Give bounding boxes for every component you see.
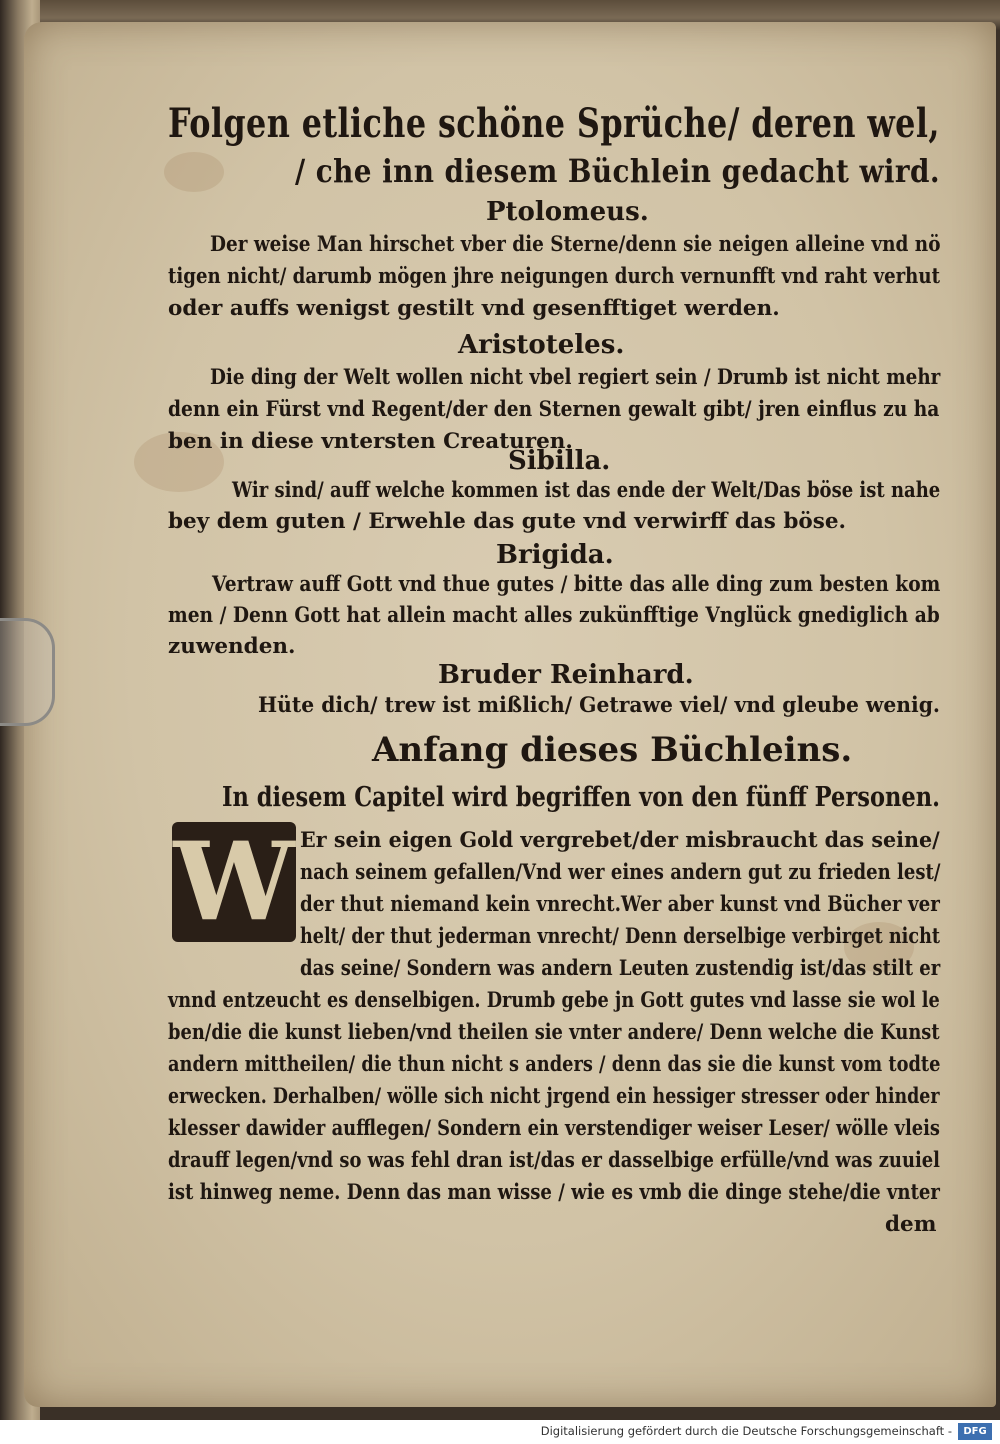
drop-cap-initial: W bbox=[173, 819, 295, 945]
heading-aristoteles: Aristoteles. bbox=[458, 330, 625, 360]
heading-brigida: Brigida. bbox=[496, 540, 614, 570]
page-title-line-1: Folgen etliche schöne Sprüche/ deren wel, bbox=[168, 100, 940, 147]
text-line: ben in diese vntersten Creaturen. bbox=[168, 429, 573, 454]
page-title-line-2: / che inn diesem Büchlein gedacht wird. bbox=[295, 152, 941, 190]
text-line: der thut niemand kein vnrecht.Wer aber kunst vnd Bücher ver bbox=[300, 892, 940, 917]
heading-ptolomeus: Ptolomeus. bbox=[486, 197, 649, 227]
text-line: Wir sind/ auff welche kommen ist das ende der Welt/Das böse ist nahe bbox=[232, 478, 941, 503]
text-line: men / Denn Gott hat allein macht alles zukünfftige Vnglück gnediglich ab bbox=[168, 603, 940, 628]
text-line: erwecken. Derhalben/ wölle sich nicht jrgend ein hessiger stresser oder hinder bbox=[168, 1084, 940, 1109]
text-line: helt/ der thut jederman vnrecht/ Denn derselbige verbirget nicht bbox=[300, 924, 940, 949]
catchword: dem bbox=[885, 1212, 937, 1237]
text-line: Die ding der Welt wollen nicht vbel regiert sein / Drumb ist nicht mehr bbox=[210, 365, 941, 390]
footer-credit: Digitalisierung gefördert durch die Deutsche Forschungsgemeinschaft - bbox=[540, 1424, 952, 1438]
heading-sibilla: Sibilla. bbox=[508, 446, 611, 476]
chapter-heading: In diesem Capitel wird begriffen von den fünff Personen. bbox=[222, 782, 940, 813]
text-line: Der weise Man hirschet vber die Sterne/denn sie neigen alleine vnd nö bbox=[210, 232, 941, 257]
text-line: bey dem guten / Erwehle das gute vnd verwirff das böse. bbox=[168, 509, 847, 534]
section-title: Anfang dieses Büchleins. bbox=[372, 730, 853, 770]
heading-bruder-reinhard: Bruder Reinhard. bbox=[438, 660, 694, 690]
text-line: Vertraw auff Gott vnd thue gutes / bitte das alle ding zum besten kom bbox=[212, 572, 941, 597]
text-line: Hüte dich/ trew ist mißlich/ Getrawe viel/ vnd gleube wenig. bbox=[258, 693, 940, 718]
footer-bar bbox=[0, 1420, 1000, 1444]
text-line: ben/die die kunst lieben/vnd theilen sie vnter andere/ Denn welche die Kunst bbox=[168, 1020, 940, 1045]
text-line: tigen nicht/ darumb mögen jhre neigungen durch vernunfft vnd raht verhut bbox=[168, 264, 940, 289]
text-line: ist hinweg neme. Denn das man wisse / wie es vmb die dinge stehe/die vnter bbox=[168, 1180, 940, 1205]
text-line: klesser dawider aufflegen/ Sondern ein verstendiger weiser Leser/ wölle vleis bbox=[168, 1116, 941, 1141]
text-line: drauff legen/vnd so was fehl dran ist/das er dasselbige erfülle/vnd was zuuiel bbox=[168, 1148, 940, 1173]
text-line: das seine/ Sondern was andern Leuten zustendig ist/das stilt er bbox=[300, 956, 941, 981]
text-line: oder auffs wenigst gestilt vnd gesenfftiget werden. bbox=[168, 296, 780, 321]
text-line: zuwenden. bbox=[168, 634, 296, 659]
text-line: andern mittheilen/ die thun nicht s anders / denn das sie die kunst vom todte bbox=[168, 1052, 941, 1077]
text-line: denn ein Fürst vnd Regent/der den Sternen gewalt gibt/ jren einflus zu ha bbox=[168, 397, 940, 422]
dfg-logo-icon: DFG bbox=[958, 1423, 992, 1440]
text-line: nach seinem gefallen/Vnd wer eines andern gut zu frieden lest/ bbox=[300, 860, 941, 885]
text-line: Er sein eigen Gold vergrebet/der misbraucht das seine/ bbox=[300, 828, 940, 853]
text-line: vnnd entzeucht es denselbigen. Drumb gebe jn Gott gutes vnd lasse sie wol le bbox=[168, 988, 940, 1013]
